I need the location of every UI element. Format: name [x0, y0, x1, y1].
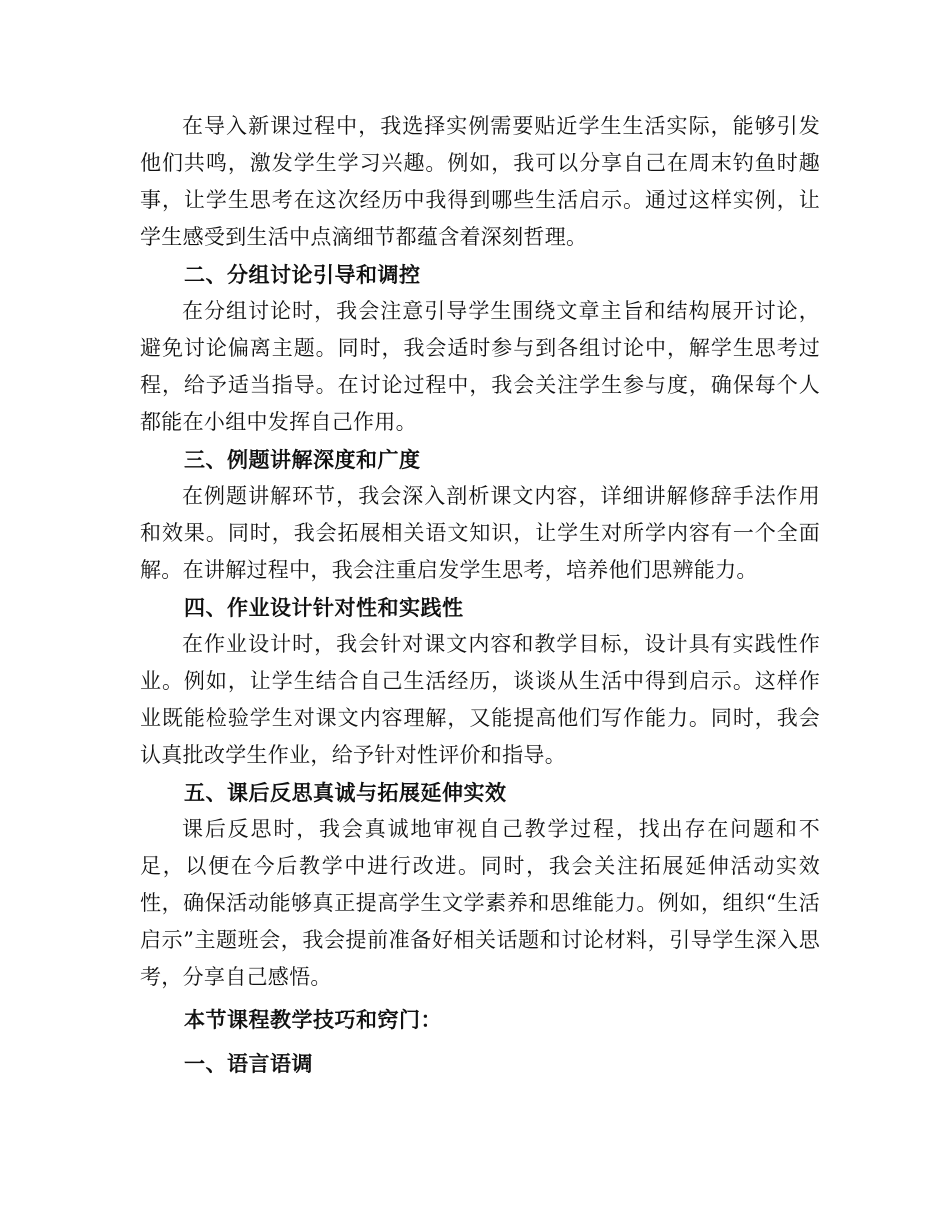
section-heading-5: 五、课后反思真诚与拓展延伸实效: [184, 780, 507, 805]
section-paragraph-5: 课后反思时，我会真诚地审视自己教学过程，找出存在问题和不足，以便在今后教学中进行改进。同时，我会关注拓展延伸活动实效性，确保活动能够真正提高学生文学素养和思维能力。例如，组织“生活启示”主题班会，我会提前准备好相关话题和讨论材料，引导学生深入思考，分享自己感悟。: [140, 817, 820, 989]
section-heading-4: 四、作业设计针对性和实践性: [184, 595, 464, 620]
document-page: [140, 108, 820, 1084]
intro-paragraph: 在导入新课过程中，我选择实例需要贴近学生生活实际，能够引发他们共鸣，激发学生学习兴趣。例如，我可以分享自己在周末钓鱼时趣事，让学生思考在这次经历中我得到哪些生活启示。通过这样实例，让学生感受到生活中点滴细节都蕴含着深刻哲理。: [140, 114, 820, 249]
section-heading-3: 三、例题讲解深度和广度: [184, 447, 421, 472]
tips-subheading-1: 一、语言语调: [184, 1051, 313, 1076]
tips-heading: 本节课程教学技巧和窍门：: [184, 1007, 442, 1032]
section-paragraph-4: 在作业设计时，我会针对课文内容和教学目标，设计具有实践性作业。例如，让学生结合自己生活经历，谈谈从生活中得到启示。这样作业既能检验学生对课文内容理解，又能提高他们写作能力。同时，我会认真批改学生作业，给予针对性评价和指导。: [140, 632, 820, 767]
section-heading-2: 二、分组讨论引导和调控: [184, 262, 421, 287]
section-paragraph-3: 在例题讲解环节，我会深入剖析课文内容，详细讲解修辞手法作用和效果。同时，我会拓展相关语文知识，让学生对所学内容有一个全面解。在讲解过程中，我会注重启发学生思考，培养他们思辨能力。: [140, 484, 820, 582]
section-paragraph-2: 在分组讨论时，我会注意引导学生围绕文章主旨和结构展开讨论，避免讨论偏离主题。同时，我会适时参与到各组讨论中，解学生思考过程，给予适当指导。在讨论过程中，我会关注学生参与度，确保每个人都能在小组中发挥自己作用。: [140, 299, 820, 434]
